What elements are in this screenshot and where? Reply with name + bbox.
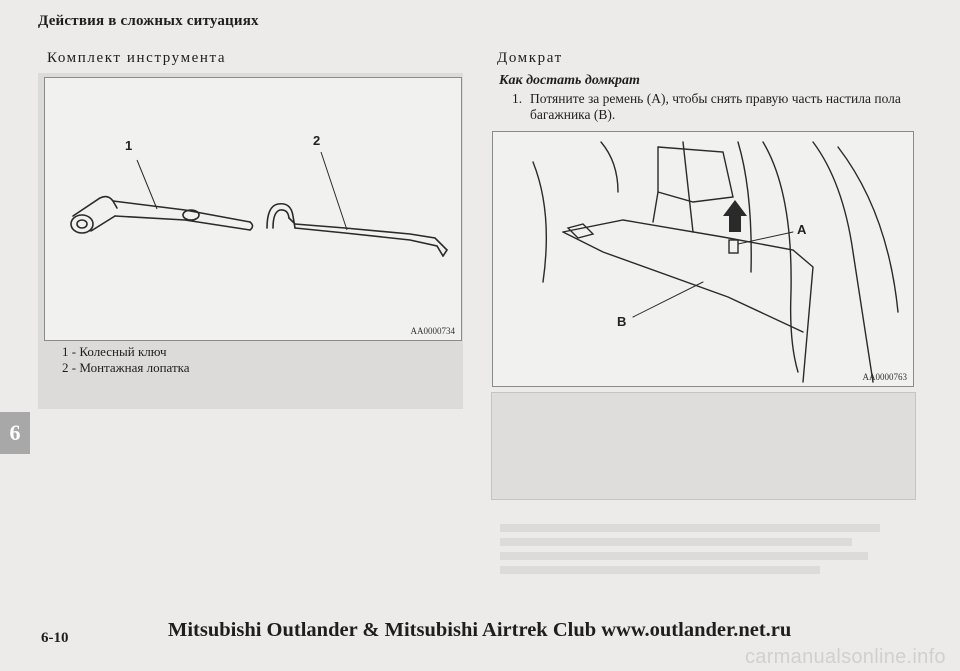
legend-text: Монтажная лопатка bbox=[79, 360, 190, 375]
callout-2: 2 bbox=[313, 133, 321, 148]
step-number: 1. bbox=[512, 91, 523, 106]
step-text: Потяните за ремень (A), чтобы снять правую часть настила пола багажника (B). bbox=[530, 91, 901, 122]
label-a: A bbox=[797, 222, 807, 237]
chapter-tab: 6 bbox=[0, 412, 30, 454]
legend-item: 2 - Монтажная лопатка bbox=[62, 360, 190, 375]
page-number: 6-10 bbox=[41, 630, 69, 646]
legend-text: Колесный ключ bbox=[79, 344, 167, 359]
instruction-step bbox=[512, 91, 912, 123]
up-arrow-icon bbox=[723, 200, 747, 232]
tool-kit-legend bbox=[62, 344, 190, 376]
figure-code: AA0000763 bbox=[862, 372, 907, 382]
figure-code: AA0000734 bbox=[410, 326, 455, 336]
tool-kit-illustration bbox=[44, 77, 462, 341]
warning-panel-faded bbox=[491, 392, 916, 500]
tool-kit-title: Комплект инструмента bbox=[47, 50, 227, 66]
luggage-compartment-drawing bbox=[493, 132, 913, 386]
bleed-through-text bbox=[500, 520, 900, 600]
footer-club-text: Mitsubishi Outlander & Mitsubishi Airtrek Club www.outlander.net.ru bbox=[168, 619, 792, 641]
instruction-heading: Как достать домкрат bbox=[499, 73, 640, 88]
wheel-wrench-icon bbox=[71, 197, 253, 233]
callout-1: 1 bbox=[125, 138, 133, 153]
label-b: B bbox=[617, 314, 627, 329]
watermark: carmanualsonline.info bbox=[745, 646, 946, 668]
tool-kit-drawing bbox=[45, 78, 461, 340]
jack-illustration bbox=[492, 131, 914, 387]
legend-item: 1 - Колесный ключ bbox=[62, 344, 167, 359]
section-header: Действия в сложных ситуациях bbox=[38, 13, 259, 29]
legend-num: 2 bbox=[62, 360, 69, 375]
legend-num: 1 bbox=[62, 344, 69, 359]
jack-title: Домкрат bbox=[497, 50, 563, 66]
tire-lever-icon bbox=[267, 204, 447, 256]
